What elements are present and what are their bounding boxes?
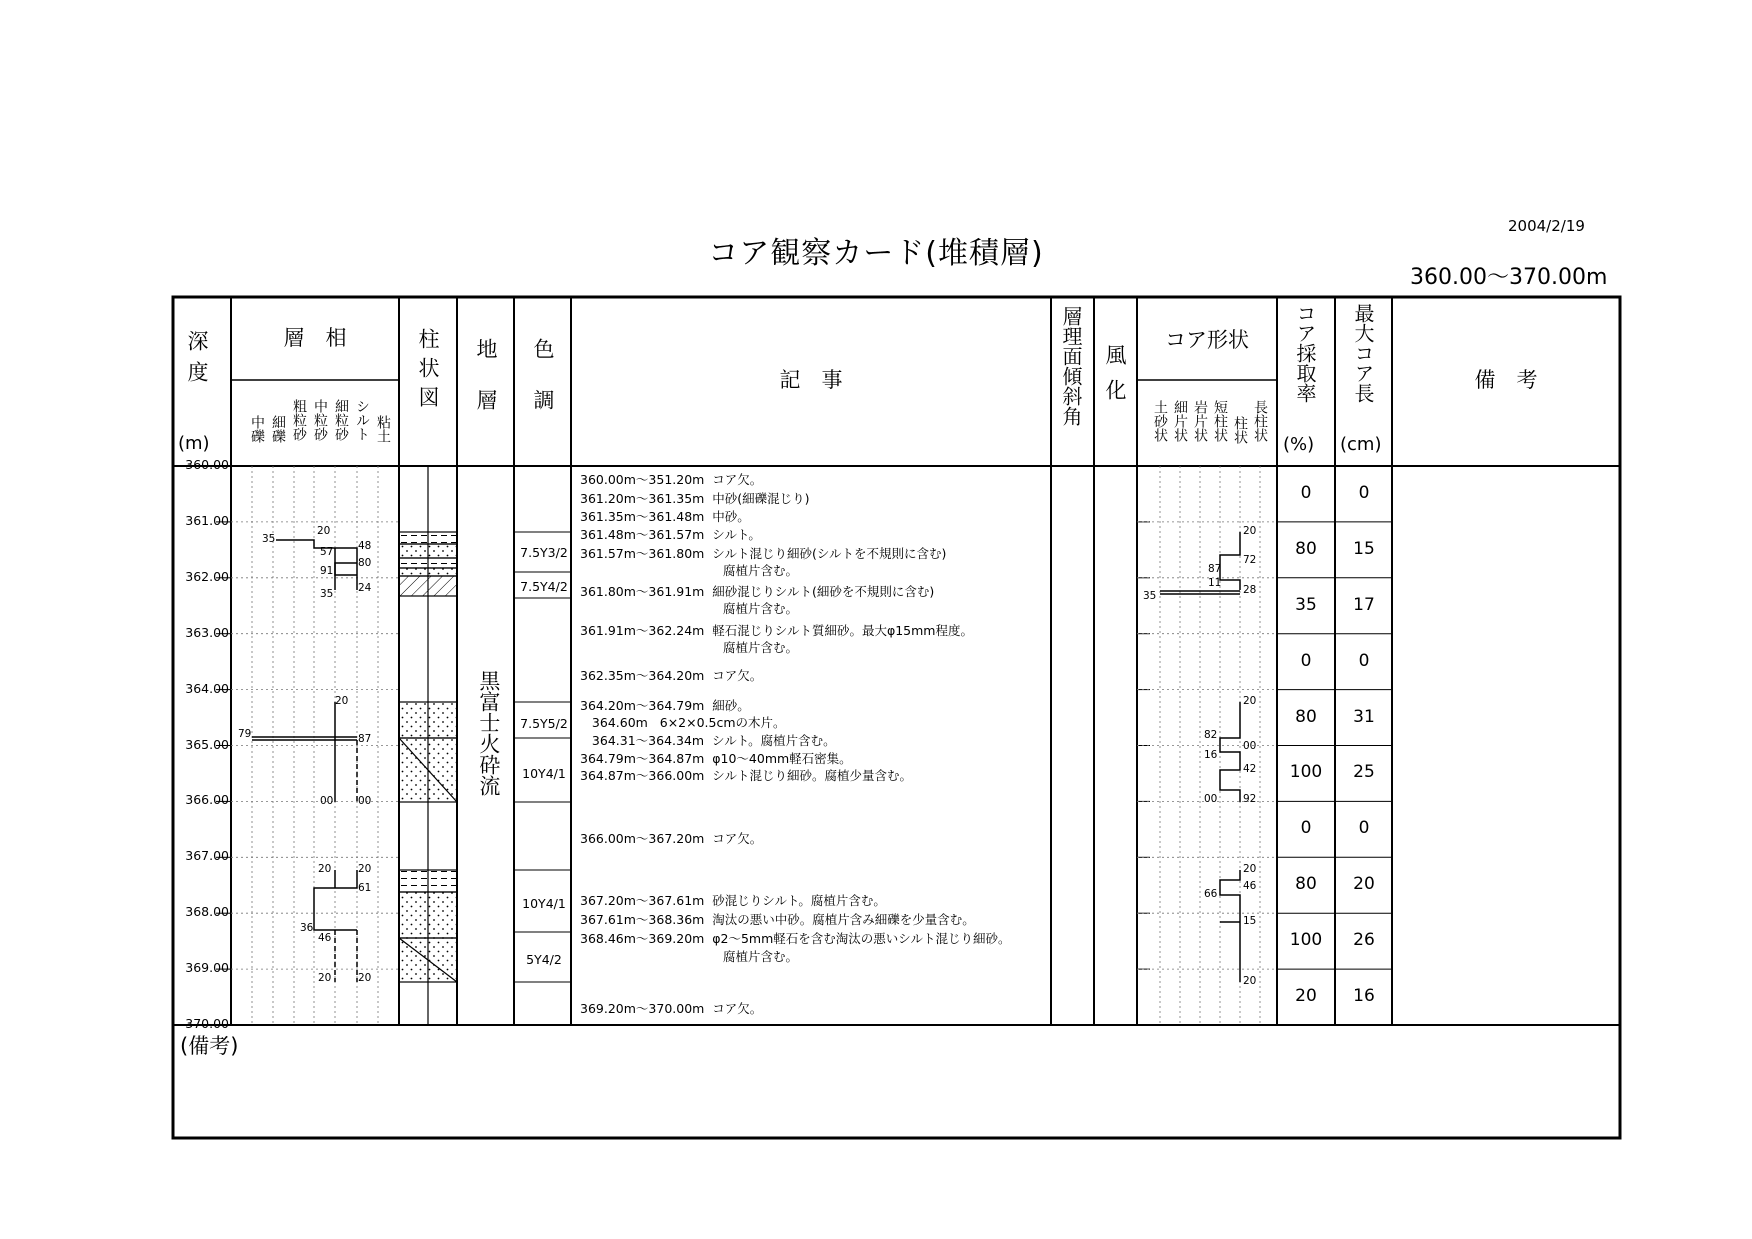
header-maxlen-unit: (cm) xyxy=(1340,434,1382,455)
facies-sub-label: シルト xyxy=(354,399,370,441)
core-shape-number: 20 xyxy=(1243,863,1257,875)
description-line: 364.31～364.34m シルト。腐植片含む。 xyxy=(580,733,836,748)
facies-number: 20 xyxy=(318,972,332,984)
core-shape-number: 20 xyxy=(1243,525,1257,537)
depth-label: 366.00 xyxy=(185,792,229,808)
header-weathering: 風化 xyxy=(1103,344,1127,414)
description-line: 369.20m～370.00m コア欠。 xyxy=(580,1001,763,1016)
core-shape-number: 35 xyxy=(1143,590,1157,602)
header-bedding: 層理面傾斜角 xyxy=(1059,306,1083,426)
description-line: 361.57m～361.80m シルト混じり細砂(シルトを不規則に含む) xyxy=(580,546,947,561)
facies-number: 46 xyxy=(318,932,332,944)
core-shape-number: 15 xyxy=(1243,915,1257,927)
depth-label: 365.00 xyxy=(185,736,229,752)
core-shape-number: 00 xyxy=(1243,740,1257,752)
facies-number: 36 xyxy=(300,922,314,934)
facies-number: 79 xyxy=(238,728,252,740)
columnar-section xyxy=(399,466,457,1025)
facies-number: 61 xyxy=(358,882,372,894)
maxlen-value: 26 xyxy=(1353,930,1375,951)
facies-number: 35 xyxy=(262,533,276,545)
core-shape-number: 66 xyxy=(1204,888,1218,900)
facies-profile xyxy=(252,540,357,982)
description-line: 腐植片含む。 xyxy=(580,563,799,578)
core-shape-number: 28 xyxy=(1243,584,1257,596)
facies-number: 80 xyxy=(358,557,372,569)
core-shape-number: 00 xyxy=(1204,793,1218,805)
header-description: 記 事 xyxy=(779,368,843,392)
maxlen-value: 0 xyxy=(1358,482,1370,503)
facies-number: 20 xyxy=(358,972,372,984)
core-shape-number: 87 xyxy=(1208,563,1222,575)
header-depth: 深度 xyxy=(185,330,209,392)
recovery-value: 0 xyxy=(1300,650,1312,671)
depth-label: 368.00 xyxy=(185,904,229,920)
depth-label: 363.00 xyxy=(185,624,229,640)
stratum-name: 黒富士火砕流 xyxy=(476,670,501,796)
facies-number: 20 xyxy=(318,863,332,875)
description-line: 腐植片含む。 xyxy=(580,640,799,655)
header-stratum: 地層 xyxy=(474,338,498,440)
recovery-value: 100 xyxy=(1289,930,1323,951)
core-shape-sub-label: 細片状 xyxy=(1172,400,1188,442)
recovery-value: 100 xyxy=(1289,762,1323,783)
color-value: 10Y4/1 xyxy=(522,896,566,911)
description-line: 364.60m 6×2×0.5cmの木片。 xyxy=(580,715,786,730)
recovery-value: 80 xyxy=(1295,538,1317,559)
facies-number: 24 xyxy=(358,582,372,594)
depth-label: 370.00 xyxy=(185,1016,229,1031)
recovery-value: 35 xyxy=(1295,594,1317,615)
facies-sub-label: 粗粒砂 xyxy=(291,399,307,441)
facies-number: 48 xyxy=(358,540,372,552)
date: 2004/2/19 xyxy=(1508,217,1585,235)
core-shape-sub-label: 柱状 xyxy=(1232,416,1248,444)
core-shape-sub-label: 岩片状 xyxy=(1192,400,1208,442)
maxlen-value: 15 xyxy=(1353,538,1375,559)
description-line: 360.00m～351.20m コア欠。 xyxy=(580,472,763,487)
description-line: 367.20m～367.61m 砂混じりシルト。腐植片含む。 xyxy=(580,893,886,908)
facies-sub-label: 中礫 xyxy=(249,415,265,443)
header-depth-unit: (m) xyxy=(178,433,210,454)
description-line: 361.91m～362.24m 軽石混じりシルト質細砂。最大φ15mm程度。 xyxy=(580,623,973,638)
core-shape-number: 46 xyxy=(1243,880,1257,892)
recovery-value: 80 xyxy=(1295,874,1317,895)
core-shape-number: 42 xyxy=(1243,763,1257,775)
header-core-shape: コア形状 xyxy=(1165,328,1249,352)
description-line: 361.35m～361.48m 中砂。 xyxy=(580,509,750,524)
description-line: 362.35m～364.20m コア欠。 xyxy=(580,668,763,683)
core-shape-number: 20 xyxy=(1243,975,1257,987)
maxlen-value: 17 xyxy=(1353,594,1375,615)
color-value: 7.5Y3/2 xyxy=(520,545,568,560)
page-title: コア観察カード(堆積層) xyxy=(708,236,1044,271)
description-line: 367.61m～368.36m 淘汰の悪い中砂。腐植片含み細礫を少量含む。 xyxy=(580,912,975,927)
description-line: 364.79m～364.87m φ10～40mm軽石密集。 xyxy=(580,751,852,766)
header-facies: 層 相 xyxy=(283,326,347,350)
facies-number: 57 xyxy=(320,546,334,558)
description-line: 364.87m～366.00m シルト混じり細砂。腐植少量含む。 xyxy=(580,768,912,783)
description-line: 364.20m～364.79m 細砂。 xyxy=(580,698,750,713)
description-line: 368.46m～369.20m φ2～5mm軽石を含む淘汰の悪いシルト混じり細砂。 xyxy=(580,931,1011,946)
header-notes: 備 考 xyxy=(1474,368,1538,392)
maxlen-value: 0 xyxy=(1358,650,1370,671)
facies-number: 35 xyxy=(320,588,334,600)
facies-number: 20 xyxy=(335,695,349,707)
maxlen-value: 16 xyxy=(1353,986,1375,1007)
core-shape-number: 11 xyxy=(1208,577,1222,589)
depth-label: 362.00 xyxy=(185,568,229,584)
maxlen-value: 0 xyxy=(1358,818,1370,839)
core-shape-number: 82 xyxy=(1204,729,1218,741)
core-shape-sub-label: 短柱状 xyxy=(1212,400,1228,442)
core-shape-number: 16 xyxy=(1204,749,1218,761)
facies-sub-label: 細粒砂 xyxy=(333,399,349,441)
color-value: 5Y4/2 xyxy=(526,952,562,967)
header-maxlen: 最大コア長 xyxy=(1351,303,1375,403)
facies-sub-label: 粘土 xyxy=(375,415,391,443)
recovery-value: 80 xyxy=(1295,706,1317,727)
maxlen-value: 25 xyxy=(1353,762,1375,783)
recovery-value: 0 xyxy=(1300,482,1312,503)
core-shape-number: 72 xyxy=(1243,554,1257,566)
facies-number: 20 xyxy=(358,863,372,875)
description-line: 腐植片含む。 xyxy=(580,949,799,964)
remarks-label: (備考) xyxy=(180,1034,239,1058)
maxlen-value: 31 xyxy=(1353,706,1375,727)
description-line: 366.00m～367.20m コア欠。 xyxy=(580,831,763,846)
depth-label: 360.00 xyxy=(185,457,229,472)
maxlen-value: 20 xyxy=(1353,874,1375,895)
core-shape-number: 92 xyxy=(1243,793,1257,805)
facies-number: 00 xyxy=(320,795,334,807)
color-value: 7.5Y5/2 xyxy=(520,716,568,731)
color-value: 7.5Y4/2 xyxy=(520,579,568,594)
depth-label: 369.00 xyxy=(185,960,229,976)
facies-number: 87 xyxy=(358,733,372,745)
header-column: 柱状図 xyxy=(416,328,440,415)
core-shape-number: 20 xyxy=(1243,695,1257,707)
core-shape-sub-label: 長柱状 xyxy=(1252,400,1268,442)
facies-number: 20 xyxy=(317,525,331,537)
header-recovery: コア採取率 xyxy=(1293,303,1317,403)
recovery-value: 20 xyxy=(1295,986,1317,1007)
depth-label: 361.00 xyxy=(185,512,229,528)
description-line: 腐植片含む。 xyxy=(580,601,799,616)
recovery-value: 0 xyxy=(1300,818,1312,839)
facies-number: 00 xyxy=(358,795,372,807)
description-line: 361.80m～361.91m 細砂混じりシルト(細砂を不規則に含む) xyxy=(580,584,935,599)
depth-range: 360.00～370.00m xyxy=(1410,265,1608,290)
core-shape-sub-label: 土砂状 xyxy=(1152,400,1168,442)
depth-label: 364.00 xyxy=(185,680,229,696)
header-recovery-unit: (%) xyxy=(1283,434,1315,455)
facies-number: 91 xyxy=(320,565,334,577)
depth-label: 367.00 xyxy=(185,848,229,864)
description-line: 361.20m～361.35m 中砂(細礫混じり) xyxy=(580,491,810,506)
facies-sub-label: 中粒砂 xyxy=(312,399,328,441)
color-value: 10Y4/1 xyxy=(522,766,566,781)
facies-sub-label: 細礫 xyxy=(270,415,286,443)
description-line: 361.48m～361.57m シルト。 xyxy=(580,527,761,542)
header-color: 色調 xyxy=(531,338,555,440)
